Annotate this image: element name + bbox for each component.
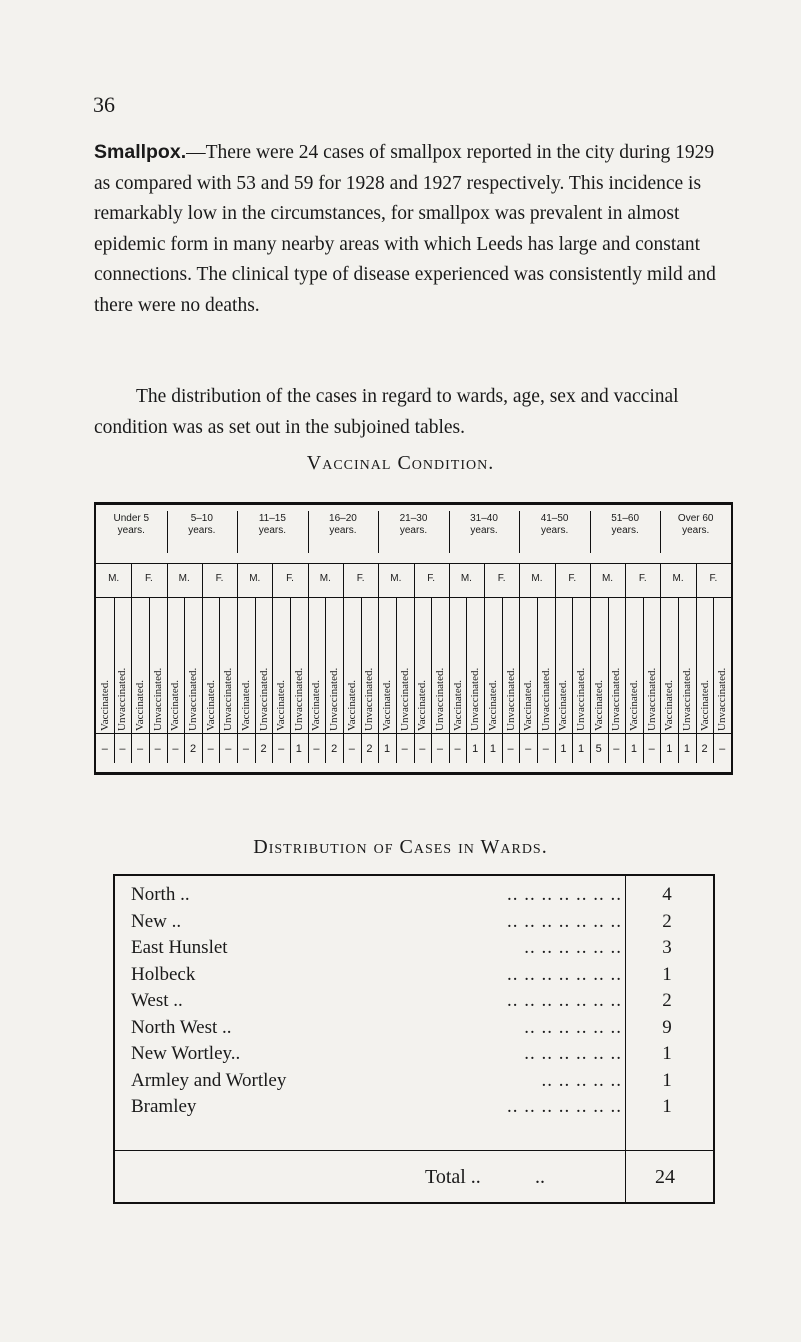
status-label: Vaccinated.: [98, 680, 111, 731]
age-group-range: 11–15: [258, 513, 286, 524]
case-count: 5: [595, 743, 602, 755]
leader-dots: .. .. .. .. .. .. ..: [507, 963, 622, 985]
age-group-range: 51–60: [611, 513, 640, 524]
sex-header: M.: [249, 573, 261, 584]
status-header: [274, 599, 288, 731]
status-label: Unvaccinated.: [328, 667, 341, 731]
status-header: [186, 599, 200, 731]
smallpox-heading: Smallpox.: [94, 141, 187, 163]
sex-header: M.: [601, 573, 614, 584]
case-count: –: [172, 743, 179, 755]
table-row: [127, 884, 707, 910]
age-group-divider: [590, 511, 591, 553]
sex-header: M.: [672, 573, 684, 584]
table-row: [127, 1096, 707, 1122]
case-count: –: [401, 743, 408, 755]
age-group-unit: years.: [540, 525, 569, 536]
leader-dots: .. .. .. .. .. .. ..: [507, 990, 622, 1011]
status-header: [204, 599, 218, 731]
total-divider: [115, 1150, 713, 1151]
status-label: Unvaccinated.: [363, 667, 376, 731]
case-count: –: [525, 743, 532, 755]
age-group-range: 21–30: [399, 513, 428, 524]
case-count: 1: [666, 743, 673, 755]
ward-count: 1: [662, 963, 672, 985]
age-group-divider: [378, 511, 379, 553]
case-count: –: [419, 743, 426, 755]
ward-name: Armley and Wortley: [131, 1069, 287, 1091]
case-count: 1: [630, 743, 638, 755]
status-header: [327, 599, 341, 731]
sex-header: M.: [390, 573, 402, 584]
total-label: Total ..: [425, 1166, 481, 1188]
sex-header: F.: [145, 573, 153, 584]
age-group-divider: [660, 511, 661, 553]
case-count: –: [119, 743, 126, 755]
status-label: Vaccinated.: [592, 680, 605, 731]
status-header: [415, 599, 429, 731]
sex-header: M.: [178, 573, 190, 584]
age-group-header: [449, 513, 520, 555]
status-header: [257, 599, 271, 731]
case-count: –: [207, 743, 214, 755]
age-group-header: [167, 513, 238, 555]
status-label: Vaccinated.: [134, 680, 147, 731]
age-group-header: [590, 513, 661, 555]
status-header: [539, 599, 553, 731]
sex-header: M.: [531, 573, 543, 584]
case-count: –: [507, 743, 514, 755]
case-count: –: [613, 743, 620, 755]
age-group-header: [237, 513, 308, 555]
age-group-range: 16–20: [329, 513, 357, 524]
leader-dots: .. .. .. .. .. ..: [524, 1016, 622, 1038]
status-label: Vaccinated.: [522, 680, 535, 731]
status-label: Vaccinated.: [204, 680, 217, 731]
status-header: [345, 599, 359, 731]
status-header: [521, 599, 535, 731]
ward-name: West ..: [131, 990, 183, 1011]
status-header: [592, 599, 606, 731]
age-group-divider: [308, 511, 309, 553]
status-label: Vaccinated.: [698, 680, 711, 731]
status-header: [115, 599, 129, 731]
table-row: [127, 1017, 707, 1043]
status-label: Vaccinated.: [345, 680, 358, 731]
status-header: [433, 599, 447, 731]
leader-dots: .. .. .. .. .. .. ..: [507, 910, 622, 932]
case-count: –: [137, 743, 144, 755]
sex-header: F.: [638, 573, 647, 584]
status-header: [168, 599, 182, 731]
age-group-header: [96, 513, 167, 555]
leader-dots: .. .. .. .. .. ..: [524, 1043, 622, 1064]
status-label: Vaccinated.: [239, 680, 252, 731]
case-count: 1: [560, 743, 567, 755]
age-group-header: [378, 513, 449, 555]
leader-dots: .. .. .. .. .. .. ..: [507, 884, 622, 905]
status-header: [468, 599, 482, 731]
age-group-range: 5–10: [190, 513, 213, 524]
age-group-divider: [519, 511, 520, 553]
sex-header: F.: [215, 573, 224, 584]
case-count: 2: [366, 743, 373, 755]
ward-name: New Wortley..: [131, 1043, 241, 1064]
age-group-unit: years.: [117, 525, 145, 536]
sex-header: F.: [709, 573, 718, 584]
status-header: [451, 599, 465, 731]
case-count: 1: [383, 743, 391, 755]
age-group-divider: [449, 511, 450, 553]
status-header: [380, 599, 394, 731]
status-label: Unvaccinated.: [645, 667, 658, 731]
status-header: [504, 599, 518, 731]
sex-header: M.: [460, 573, 472, 584]
status-label: Vaccinated.: [416, 680, 429, 731]
ward-count: 1: [662, 1043, 672, 1064]
case-count: 2: [701, 743, 708, 755]
table-row: [127, 964, 707, 990]
status-header: [221, 599, 235, 731]
table-row: [127, 990, 707, 1016]
status-label: Unvaccinated.: [292, 667, 305, 731]
sex-header: F.: [568, 573, 577, 584]
status-header: [362, 599, 376, 731]
status-header: [292, 599, 306, 731]
status-header: [574, 599, 588, 731]
age-group-range: 31–40: [470, 513, 498, 524]
case-count: 2: [331, 743, 338, 755]
case-count: –: [348, 743, 355, 755]
status-header: [662, 599, 676, 731]
status-header: [486, 599, 500, 731]
age-group-divider: [237, 511, 238, 553]
status-label: Unvaccinated.: [433, 667, 446, 731]
ward-count: 2: [662, 910, 672, 932]
leader-dots: .. .. .. .. .. .. ..: [507, 1096, 622, 1117]
age-group-header: [519, 513, 590, 555]
ward-count: 2: [662, 990, 672, 1011]
case-count: –: [278, 743, 285, 755]
status-header: [239, 599, 253, 731]
table-row: [127, 1043, 707, 1069]
status-header: [133, 599, 147, 731]
ward-count: 9: [662, 1016, 672, 1038]
age-group-unit: years.: [682, 525, 710, 536]
status-label: Vaccinated.: [169, 680, 182, 731]
case-count: –: [154, 743, 161, 755]
status-label: Unvaccinated.: [539, 667, 552, 731]
status-header: [715, 599, 729, 731]
sex-header: F.: [356, 573, 365, 584]
vaccinal-condition-table: [94, 502, 733, 775]
total-count: 24: [655, 1166, 675, 1188]
table-row: [127, 937, 707, 963]
case-count: –: [225, 743, 232, 755]
status-label: Unvaccinated.: [716, 667, 729, 731]
age-group-range: Over 60: [677, 513, 714, 524]
ward-name: North West ..: [131, 1016, 232, 1038]
ward-count: 1: [662, 1096, 672, 1117]
case-count: –: [542, 743, 549, 755]
status-label: Unvaccinated.: [257, 667, 270, 731]
smallpox-text: —There were 24 cases of smallpox reported in the city during 1929 as compared with 53 and 59 for 1928 and 1927 respectively. This incidence is remarkably low in the circumstances, for smallpox was prevalent in almost epidemic form in many nearby areas with which Leeds has large and constant connections. The clinical type of disease experienced was consistently mild and there were no deaths.: [94, 142, 716, 316]
age-group-unit: years.: [258, 525, 286, 536]
sex-header: F.: [427, 573, 436, 584]
age-group-header: [308, 513, 379, 555]
status-header: [398, 599, 412, 731]
status-label: Unvaccinated.: [222, 667, 235, 731]
status-header: [556, 599, 570, 731]
wards-distribution-title: Distribution of Cases in Wards.: [253, 836, 548, 858]
ward-name: East Hunslet: [131, 937, 228, 958]
ward-name: Holbeck: [131, 963, 196, 985]
status-label: Vaccinated.: [557, 680, 570, 731]
status-header: [645, 599, 659, 731]
total-leader-dots: ..: [535, 1166, 545, 1188]
status-header: [309, 599, 323, 731]
table-row: [127, 1070, 707, 1096]
sex-header: M.: [319, 573, 331, 584]
status-label: Unvaccinated.: [187, 667, 199, 731]
distribution-paragraph: The distribution of the cases in regard to wards, age, sex and vaccinal condition was as set out in the subjoined tables.: [94, 386, 679, 438]
status-label: Vaccinated.: [663, 680, 676, 731]
case-count: 1: [578, 743, 585, 755]
status-label: Vaccinated.: [310, 680, 323, 731]
ward-count: 3: [662, 937, 672, 958]
status-header: [98, 599, 112, 731]
status-header: [151, 599, 165, 731]
status-label: Vaccinated.: [275, 680, 288, 731]
status-label: Unvaccinated.: [116, 667, 129, 731]
status-label: Vaccinated.: [451, 680, 464, 731]
leader-dots: .. .. .. .. ..: [541, 1069, 622, 1091]
age-group-range: Under 5: [113, 513, 150, 524]
sex-header: F.: [497, 573, 506, 584]
age-group-unit: years.: [329, 525, 357, 536]
ward-name: North ..: [131, 884, 190, 905]
case-count: –: [313, 743, 320, 755]
wards-distribution-table: [113, 874, 715, 1204]
status-label: Unvaccinated.: [680, 667, 693, 731]
case-count: –: [719, 743, 726, 755]
case-count: 1: [489, 743, 496, 755]
sex-header: F.: [286, 573, 294, 584]
case-count: –: [454, 743, 461, 755]
case-count: –: [436, 743, 444, 755]
smallpox-paragraph: [94, 137, 734, 321]
age-group-header: [660, 513, 731, 555]
status-header: [698, 599, 712, 731]
case-count: 1: [472, 743, 479, 755]
status-label: Unvaccinated.: [575, 667, 588, 731]
case-count: 2: [189, 743, 197, 755]
ward-count: 1: [662, 1069, 672, 1091]
status-header: [609, 599, 623, 731]
status-label: Vaccinated.: [486, 680, 499, 731]
status-header: [680, 599, 694, 731]
case-count: –: [648, 743, 655, 755]
vaccinal-condition-title: Vaccinal Condition.: [306, 452, 495, 474]
status-label: Vaccinated.: [627, 680, 640, 731]
status-label: Unvaccinated.: [504, 667, 517, 731]
age-group-range: 41–50: [540, 513, 569, 524]
age-group-unit: years.: [188, 525, 216, 536]
case-count: –: [242, 743, 249, 755]
status-label: Vaccinated.: [381, 680, 394, 731]
age-group-unit: years.: [611, 525, 639, 536]
age-group-divider: [167, 511, 168, 553]
status-label: Unvaccinated.: [151, 667, 164, 731]
status-label: Unvaccinated.: [610, 667, 623, 731]
case-count: 2: [260, 743, 267, 755]
ward-count: 4: [662, 884, 672, 905]
status-header: [627, 599, 641, 731]
table-row: [127, 911, 707, 937]
case-count: 1: [295, 743, 302, 755]
case-count: 1: [683, 743, 690, 755]
leader-dots: .. .. .. .. .. ..: [524, 937, 622, 958]
page-number: 36: [93, 92, 115, 117]
case-count: –: [101, 743, 108, 755]
age-group-unit: years.: [470, 525, 498, 536]
ward-name: Bramley: [131, 1096, 197, 1117]
ward-name: New ..: [131, 910, 182, 932]
sex-header: M.: [108, 573, 120, 584]
age-group-unit: years.: [399, 525, 428, 536]
status-label: Unvaccinated.: [469, 667, 482, 731]
status-label: Unvaccinated.: [398, 667, 411, 731]
